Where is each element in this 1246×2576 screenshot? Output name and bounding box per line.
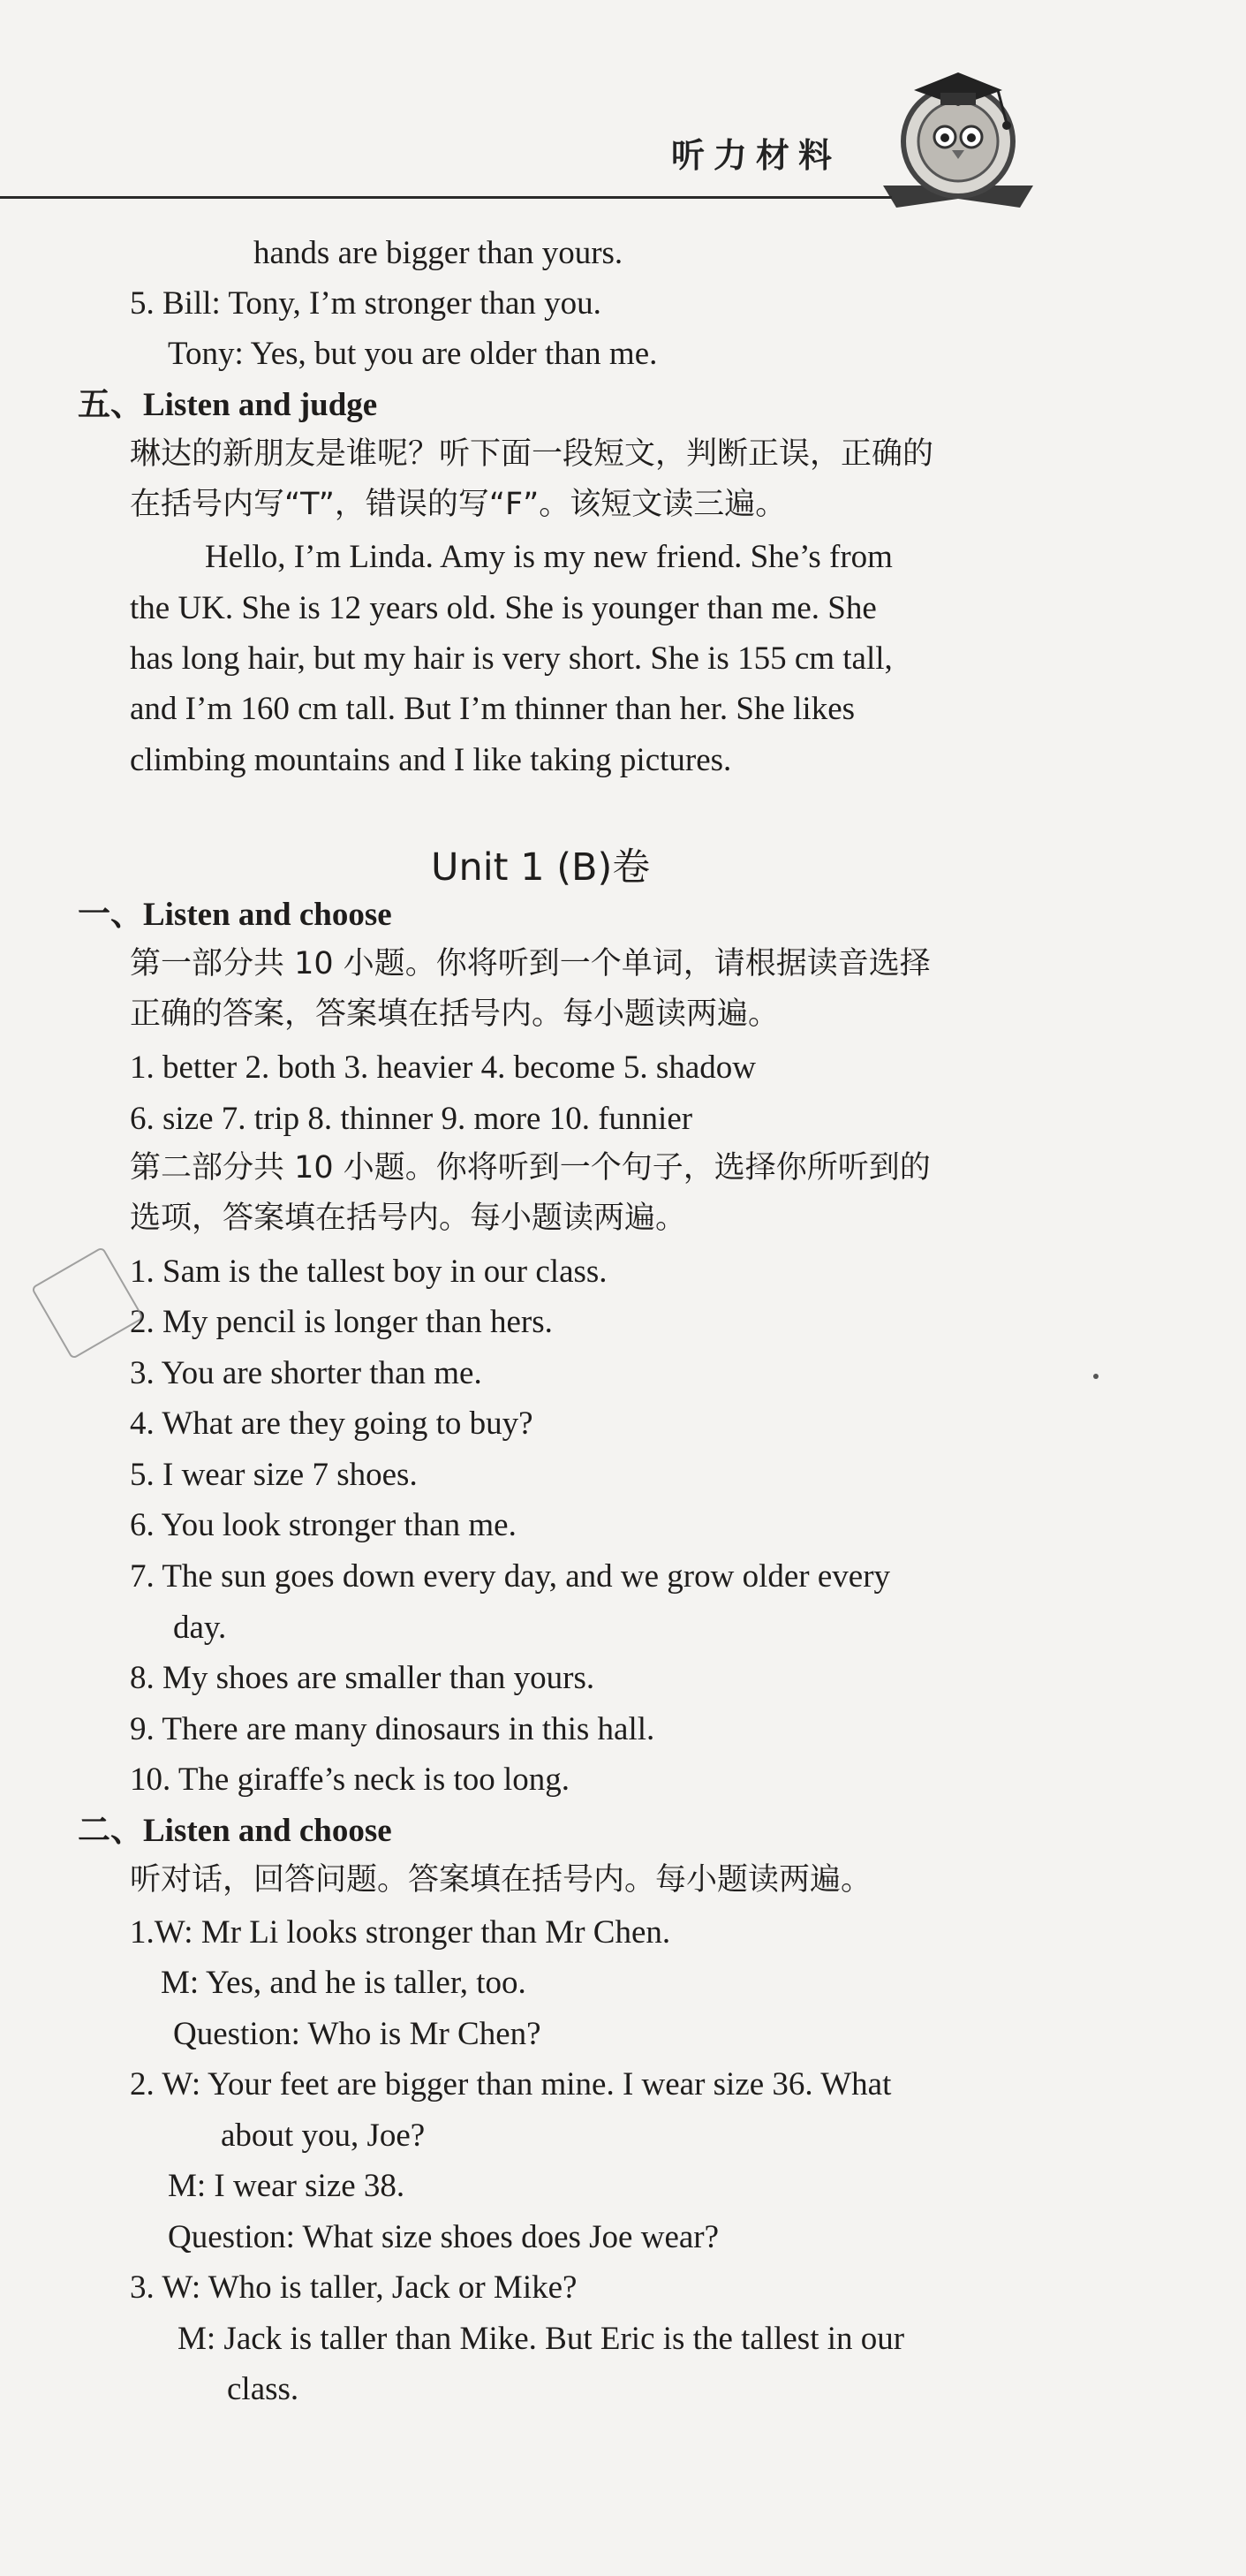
text-line: 10. The giraffe’s neck is too long.	[130, 1762, 570, 1798]
text-line: has long hair, but my hair is very short. She is 155 cm tall,	[130, 640, 893, 677]
text-line: 1. Sam is the tallest boy in our class.	[130, 1254, 608, 1290]
text-line: day.	[173, 1610, 227, 1646]
graduation-owl-icon	[874, 53, 1042, 212]
text-line: M: Jack is taller than Mike. But Eric is the tallest in our	[177, 2321, 905, 2357]
text-line: 一、Listen and choose	[78, 897, 392, 933]
text-line: Tony: Yes, but you are older than me.	[168, 336, 658, 372]
text-line: hands are bigger than yours.	[253, 235, 623, 271]
header-divider	[0, 196, 892, 199]
unit-title: Unit 1 (B)卷	[431, 845, 651, 890]
text-line: about you, Joe?	[221, 2118, 426, 2154]
text-line: 9. There are many dinosaurs in this hall.	[130, 1711, 655, 1747]
text-line: and I’m 160 cm tall. But I’m thinner than her. She likes	[130, 691, 856, 727]
text-line: the UK. She is 12 years old. She is younger than me. She	[130, 590, 877, 626]
ink-dot	[1093, 1374, 1099, 1379]
text-line: 1. better 2. both 3. heavier 4. become 5. shadow	[130, 1049, 756, 1086]
text-line: 4. What are they going to buy?	[130, 1405, 533, 1442]
text-line: 8. My shoes are smaller than yours.	[130, 1660, 595, 1696]
text-line: 听对话，回答问题。答案填在括号内。每小题读两遍。	[130, 1862, 872, 1898]
text-line: 2. My pencil is longer than hers.	[130, 1304, 553, 1340]
text-line: 6. size 7. trip 8. thinner 9. more 10. funnier	[130, 1101, 693, 1137]
text-line: 3. W: Who is taller, Jack or Mike?	[130, 2269, 578, 2306]
text-line: climbing mountains and I like taking pictures.	[130, 742, 732, 778]
text-line: 第二部分共 10 小题。你将听到一个句子，选择你所听到的	[130, 1150, 931, 1186]
text-line: 二、Listen and choose	[78, 1813, 392, 1849]
text-line: 选项，答案填在括号内。每小题读两遍。	[130, 1201, 687, 1236]
text-line: 6. You look stronger than me.	[130, 1507, 517, 1543]
bleed-through-text	[0, 141, 653, 168]
text-line: 2. W: Your feet are bigger than mine. I wear size 36. What	[130, 2066, 892, 2102]
text-line: 5. Bill: Tony, I’m stronger than you.	[130, 285, 601, 322]
text-line: Question: Who is Mr Chen?	[173, 2016, 541, 2052]
text-line: Hello, I’m Linda. Amy is my new friend. She’s from	[205, 539, 893, 575]
text-line: Question: What size shoes does Joe wear?	[168, 2219, 720, 2255]
text-line: M: Yes, and he is taller, too.	[161, 1965, 526, 2001]
text-line: 五、Listen and judge	[78, 387, 378, 423]
text-line: 5. I wear size 7 shoes.	[130, 1457, 418, 1493]
text-line: 1.W: Mr Li looks stronger than Mr Chen.	[130, 1914, 671, 1951]
header-title: 听力材料	[671, 136, 842, 175]
text-line: 3. You are shorter than me.	[130, 1355, 482, 1391]
text-line: 在括号内写“T”，错误的写“F”。该短文读三遍。	[130, 487, 787, 522]
text-line: 第一部分共 10 小题。你将听到一个单词，请根据读音选择	[130, 946, 931, 981]
text-line: M: I wear size 38.	[168, 2168, 405, 2204]
text-line: 正确的答案，答案填在括号内。每小题读两遍。	[130, 996, 780, 1032]
text-line: class.	[227, 2371, 299, 2407]
text-line: 7. The sun goes down every day, and we grow older every	[130, 1558, 891, 1595]
watermark-stamp	[31, 1246, 144, 1360]
text-line: 琳达的新朋友是谁呢？听下面一段短文，判断正误，正确的	[130, 436, 934, 472]
